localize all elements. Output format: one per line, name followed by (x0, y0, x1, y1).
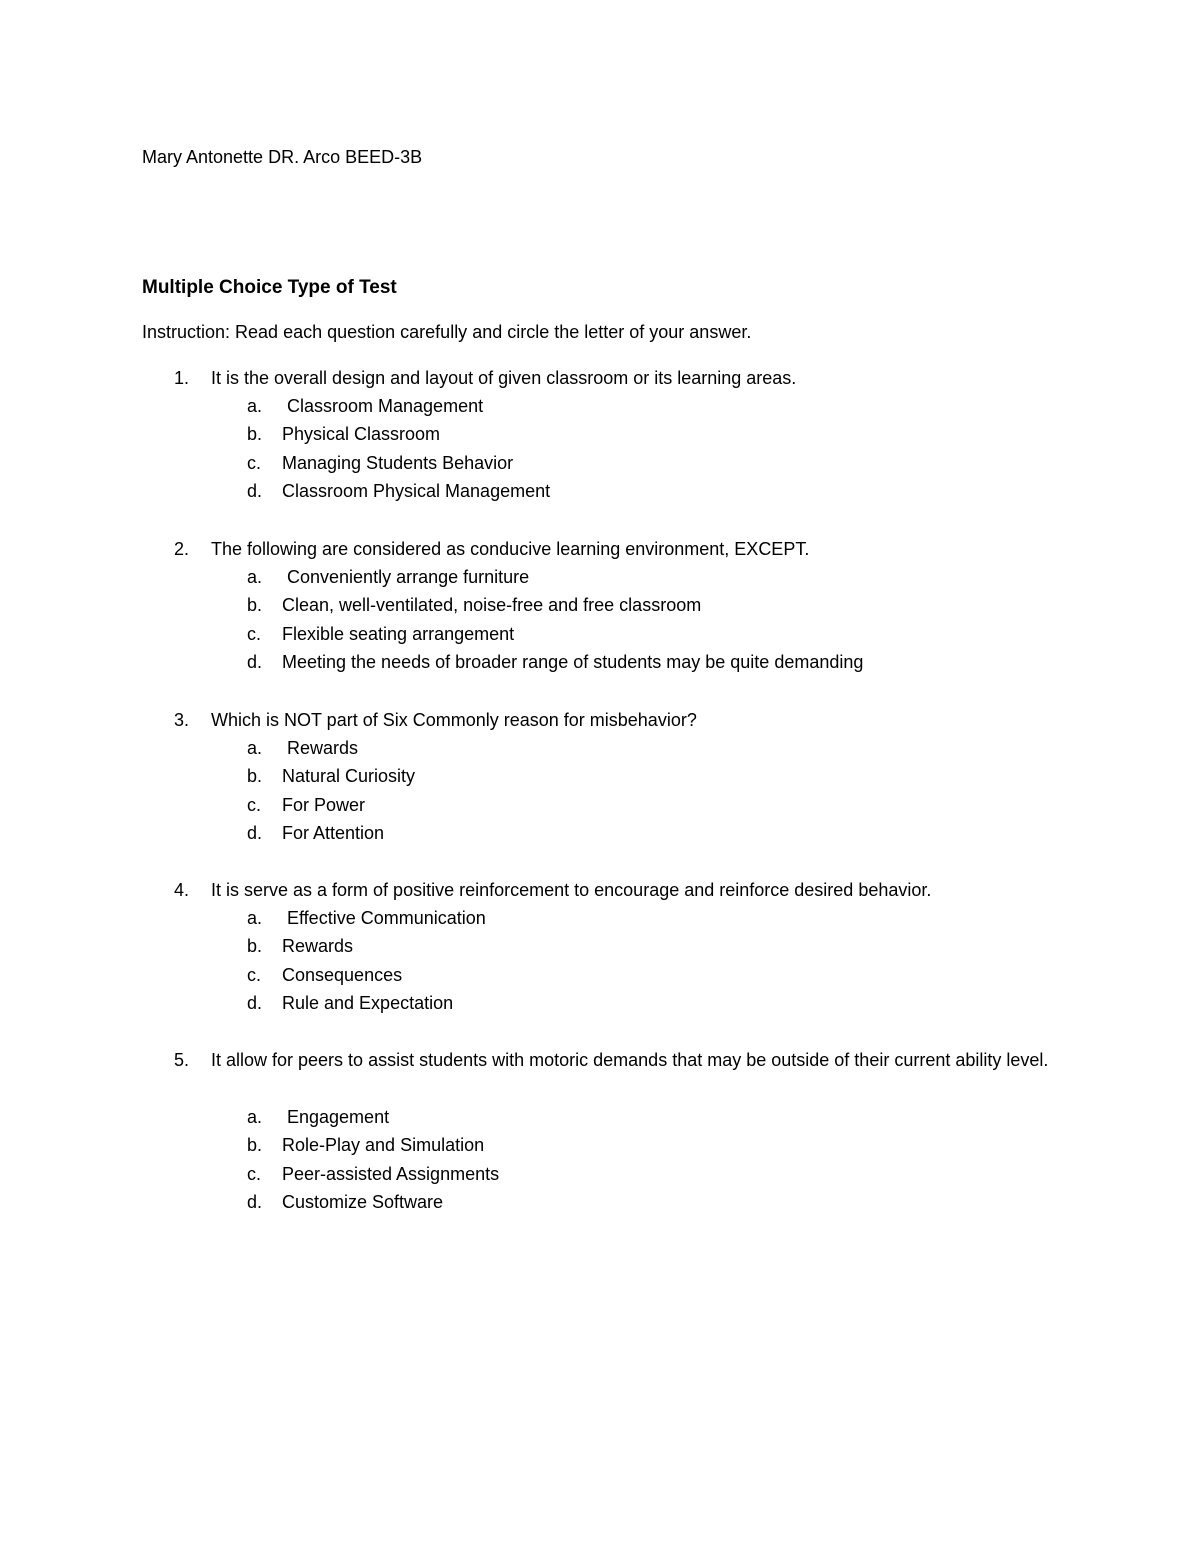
question-number: 4. (174, 880, 190, 900)
option-text: Role-Play and Simulation (282, 1135, 485, 1156)
answer-option[interactable] (0, 1188, 1200, 1216)
option-letter: d. (247, 651, 263, 672)
answer-option[interactable] (0, 762, 1200, 790)
question-text: It is the overall design and layout of given classroom or its learning areas. (211, 368, 797, 388)
question-text: It is serve as a form of positive reinforcement to encourage and reinforce desired behavior. (211, 880, 932, 900)
answer-option[interactable] (0, 904, 1200, 932)
option-text: For Attention (282, 822, 385, 843)
option-letter: d. (247, 480, 263, 501)
option-letter: b. (247, 936, 263, 957)
option-text: Physical Classroom (282, 424, 441, 445)
answer-option[interactable] (0, 591, 1200, 619)
answer-option[interactable] (0, 791, 1200, 819)
option-letter: a. (247, 908, 263, 928)
option-letter: a. (247, 738, 263, 758)
option-letter: c. (247, 452, 262, 473)
instruction-text: Instruction: Read each question carefully and circle the letter of your answer. (142, 322, 752, 342)
option-letter: c. (247, 623, 262, 644)
option-letter: a. (247, 567, 263, 587)
option-text: Conveniently arrange furniture (282, 567, 530, 587)
answer-option[interactable] (0, 1160, 1200, 1188)
question-text: It allow for peers to assist students with motoric demands that may be outside of their current ability level. (211, 1050, 1049, 1070)
option-letter: c. (247, 964, 262, 985)
option-letter: c. (247, 794, 262, 815)
question-text: The following are considered as conducive learning environment, EXCEPT. (211, 539, 810, 559)
option-text: Customize Software (282, 1191, 444, 1212)
author-line: Mary Antonette DR. Arco BEED-3B (142, 147, 423, 167)
option-letter: b. (247, 766, 263, 787)
option-text: Managing Students Behavior (282, 452, 514, 473)
option-text: Effective Communication (282, 908, 486, 928)
question-text: Which is NOT part of Six Commonly reason for misbehavior? (211, 710, 697, 730)
test-title: Multiple Choice Type of Test (142, 277, 397, 298)
answer-option[interactable] (0, 734, 1200, 762)
question-number: 1. (174, 368, 190, 388)
option-letter: c. (247, 1163, 262, 1184)
answer-option[interactable] (0, 1103, 1200, 1131)
answer-option[interactable] (0, 449, 1200, 477)
option-text: Rule and Expectation (282, 992, 454, 1013)
answer-option[interactable] (0, 620, 1200, 648)
answer-option[interactable] (0, 563, 1200, 591)
option-text: Clean, well-ventilated, noise-free and free classroom (282, 595, 702, 616)
answer-option[interactable] (0, 989, 1200, 1017)
answer-option[interactable] (0, 477, 1200, 505)
option-letter: a. (247, 396, 263, 416)
question-number: 3. (174, 710, 190, 730)
question-number: 5. (174, 1050, 190, 1070)
option-text: Natural Curiosity (282, 766, 416, 787)
option-letter: b. (247, 1135, 263, 1156)
option-letter: a. (247, 1107, 263, 1127)
option-text: Peer-assisted Assignments (282, 1163, 500, 1184)
option-text: Consequences (282, 964, 403, 985)
option-text: Classroom Physical Management (282, 480, 551, 501)
answer-option[interactable] (0, 819, 1200, 847)
option-text: Rewards (282, 936, 354, 957)
answer-option[interactable] (0, 392, 1200, 420)
option-text: Flexible seating arrangement (282, 623, 515, 644)
option-text: For Power (282, 794, 366, 815)
answer-option[interactable] (0, 932, 1200, 960)
option-letter: d. (247, 822, 263, 843)
option-letter: b. (247, 424, 263, 445)
answer-option[interactable] (0, 648, 1200, 676)
answer-option[interactable] (0, 961, 1200, 989)
option-letter: d. (247, 992, 263, 1013)
question-number: 2. (174, 539, 190, 559)
option-text: Meeting the needs of broader range of students may be quite demanding (282, 651, 864, 672)
option-letter: d. (247, 1191, 263, 1212)
answer-option[interactable] (0, 1131, 1200, 1159)
option-text: Rewards (282, 738, 359, 758)
answer-option[interactable] (0, 420, 1200, 448)
option-text: Classroom Management (282, 396, 484, 416)
option-letter: b. (247, 595, 263, 616)
option-text: Engagement (282, 1107, 390, 1127)
